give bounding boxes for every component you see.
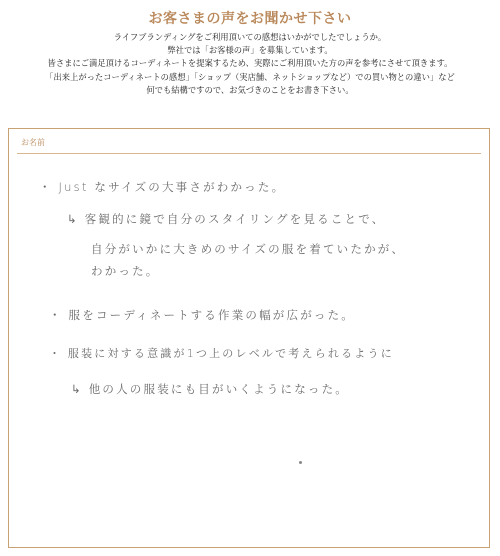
handwritten-line: ・ 服装に対する意識が1つ上のレベルで考えられるように — [49, 347, 394, 360]
handwritten-line: ↳ 他の人の服装にも目がいくようになった。 — [71, 382, 349, 396]
handwritten-line: ↳ 客観的に鏡で自分のスタイリングを見ることで、 — [67, 212, 386, 226]
intro-line: 何でも結構ですので、お気づきのことをお書き下さい。 — [146, 84, 354, 95]
name-divider — [17, 153, 481, 154]
intro-text — [0, 31, 500, 97]
handwritten-line: 自分がいかに大きめのサイズの服を着ていたかが、 — [91, 242, 406, 256]
handwritten-line: ・ Just なサイズの大事さがわかった。 — [39, 180, 286, 194]
feedback-card — [8, 128, 490, 548]
intro-line: 「出来上がったコーディネートの感想」「ショップ（実店舗、ネットショップなど）での買い物との違い」など — [45, 71, 455, 82]
handwritten-line: わかった。 — [91, 264, 160, 278]
intro-line: ライフブランディングをご利用頂いての感想はいかがでしたでしょうか。 — [113, 32, 387, 42]
page-title: お客さまの声をお聞かせ下さい — [148, 11, 352, 27]
intro-line: 弊社では「お客様の声」を募集しています。 — [167, 45, 333, 56]
name-label: お名前 — [21, 138, 45, 147]
pen-mark — [299, 461, 302, 464]
intro-line: 皆さまにご満足頂けるコーディネートを提案するため、実際にご利用頂いた方の声を参考にさせて頂きます。 — [47, 58, 453, 69]
handwritten-line: ・ 服をコーディネートする作業の幅が広がった。 — [49, 308, 355, 322]
